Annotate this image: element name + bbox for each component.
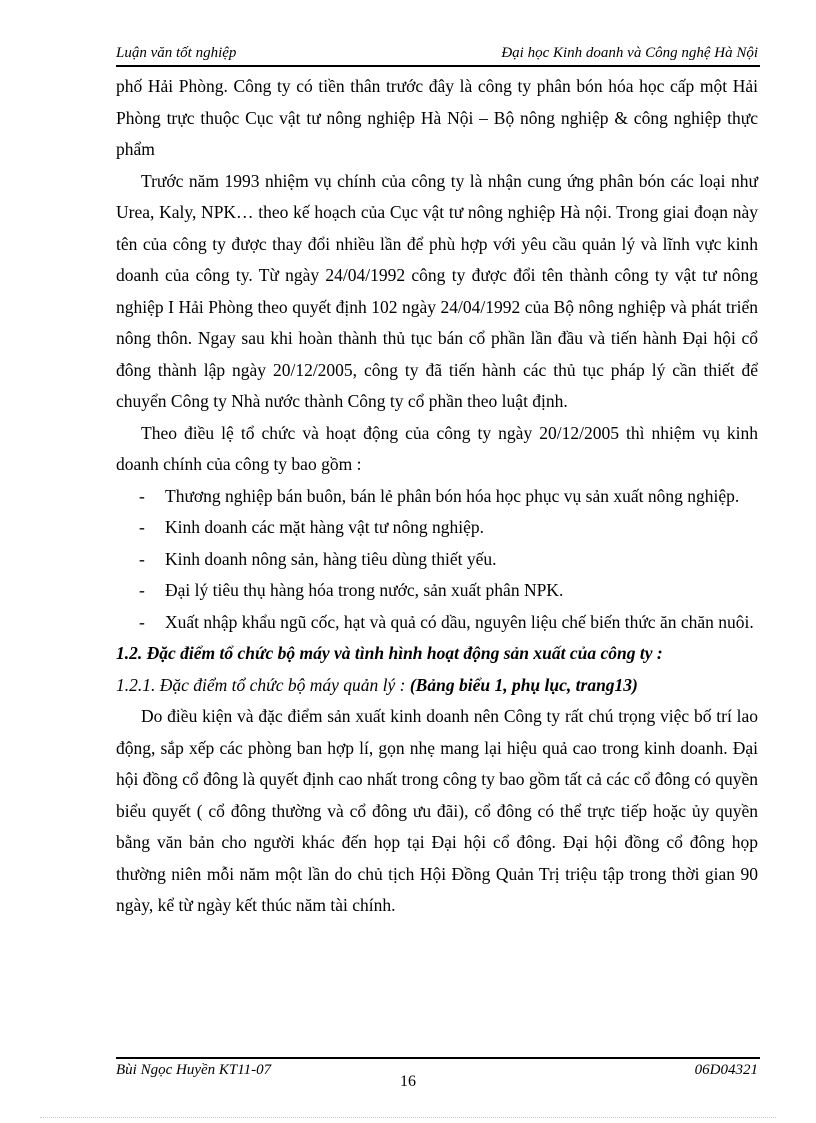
page-body: [116, 71, 758, 922]
list-item: [116, 481, 758, 513]
bullet-dash: -: [139, 517, 145, 537]
bullet-dash: -: [139, 485, 145, 506]
paragraph-2: Trước năm 1993 nhiệm vụ chính của công ty là nhận cung ứng phân bón các loại như Urea, Kaly, NPK… theo kế hoạch của Cục vật tư nông nghiệp Hà nội. Trong giai đoạn này tên của công ty được thay đổi nhiều lần để phù hợp với yêu cầu quản lý và lĩnh vực kinh doanh của công ty. Từ ngày 24/04/1992 công ty được đổi tên thành công ty vật tư nông nghiệp I Hải Phòng theo quyết định 102 ngày 24/04/1992 của Bộ nông nghiệp và phát triển nông thôn. Ngay sau khi hoàn thành thủ tục bán cổ phần lần đầu và tiến hành Đại hội cổ đông thành lập ngày 20/12/2005, công ty đã tiến hành các thủ tục pháp lý cần thiết để chuyển Công ty Nhà nước thành Công ty cổ phần theo luật định.: [116, 170, 758, 411]
list-item-text: Kinh doanh nông sản, hàng tiêu dùng thiết yếu.: [165, 548, 497, 569]
header-university: Đại học Kinh doanh và Công nghệ Hà Nội: [501, 45, 758, 61]
footer-student-id: 06D04321: [694, 1062, 758, 1078]
paragraph-1: phố Hải Phòng. Công ty có tiền thân trước đây là công ty phân bón hóa học cấp một Hải Phòng trực thuộc Cục vật tư nông nghiệp Hà Nội – Bộ nông nghiệp & công nghiệp thực phẩm: [116, 76, 758, 159]
paragraph-4: Do điều kiện và đặc điểm sản xuất kinh doanh nên Công ty rất chú trọng việc bố trí lao động, sắp xếp các phòng ban hợp lí, gọn nhẹ mang lại hiệu quả cao trong kinh doanh. Đại hội đồng cổ đông là quyết định cao nhất trong công ty bao gồm tất cả các cổ đông có quyền biểu quyết ( cổ đông thường và cổ đông ưu đãi), cổ đông có thể trực tiếp hoặc ủy quyền bằng văn bản cho người khác đến họp tại Đại hội cổ đông. Đại hội đồng cổ đông họp thường niên mỗi năm một lần do chủ tịch Hội Đồng Quản Trị triệu tập trong thời gian 90 ngày, kể từ ngày kết thúc năm tài chính.: [116, 706, 758, 915]
list-item-text: Kinh doanh các mặt hàng vật tư nông nghiệp.: [165, 517, 485, 537]
list-item: [116, 607, 758, 639]
list-item-text: Đại lý tiêu thụ hàng hóa trong nước, sản xuất phân NPK.: [165, 580, 564, 600]
bullet-dash: -: [139, 611, 145, 632]
appendix-reference: (Bảng biểu 1, phụ lục, trang13): [409, 674, 638, 695]
footer-rule: [116, 1057, 760, 1059]
page-number: 16: [400, 1073, 416, 1090]
paragraph-3: Theo điều lệ tổ chức và hoạt động của công ty ngày 20/12/2005 thì nhiệm vụ kinh doanh chính của công ty bao gồm :: [116, 422, 758, 474]
list-item: [116, 512, 758, 544]
section-heading: 1.2. Đặc điểm tổ chức bộ máy và tình hình hoạt động sản xuất của công ty :: [116, 643, 663, 663]
header-thesis-label: Luận văn tốt nghiệp: [116, 45, 237, 61]
bullet-dash: -: [139, 580, 145, 600]
footer-author: Bùi Ngọc Huyền KT11-07: [116, 1062, 272, 1078]
list-item-text: Xuất nhập khẩu ngũ cốc, hạt và quả có dầu, nguyên liệu chế biến thức ăn chăn nuôi.: [165, 611, 754, 632]
list-item: [116, 575, 758, 607]
subsection-title: 1.2.1. Đặc điểm tổ chức bộ máy quản lý :: [116, 674, 410, 695]
list-item: [116, 544, 758, 576]
bullet-dash: -: [139, 548, 145, 569]
list-item-text: Thương nghiệp bán buôn, bán lẻ phân bón hóa học phục vụ sản xuất nông nghiệp.: [165, 485, 740, 506]
duties-list: [116, 481, 758, 639]
page-bottom-divider: [40, 1117, 776, 1118]
subsection-heading: [116, 670, 758, 702]
header-rule: [116, 65, 760, 67]
